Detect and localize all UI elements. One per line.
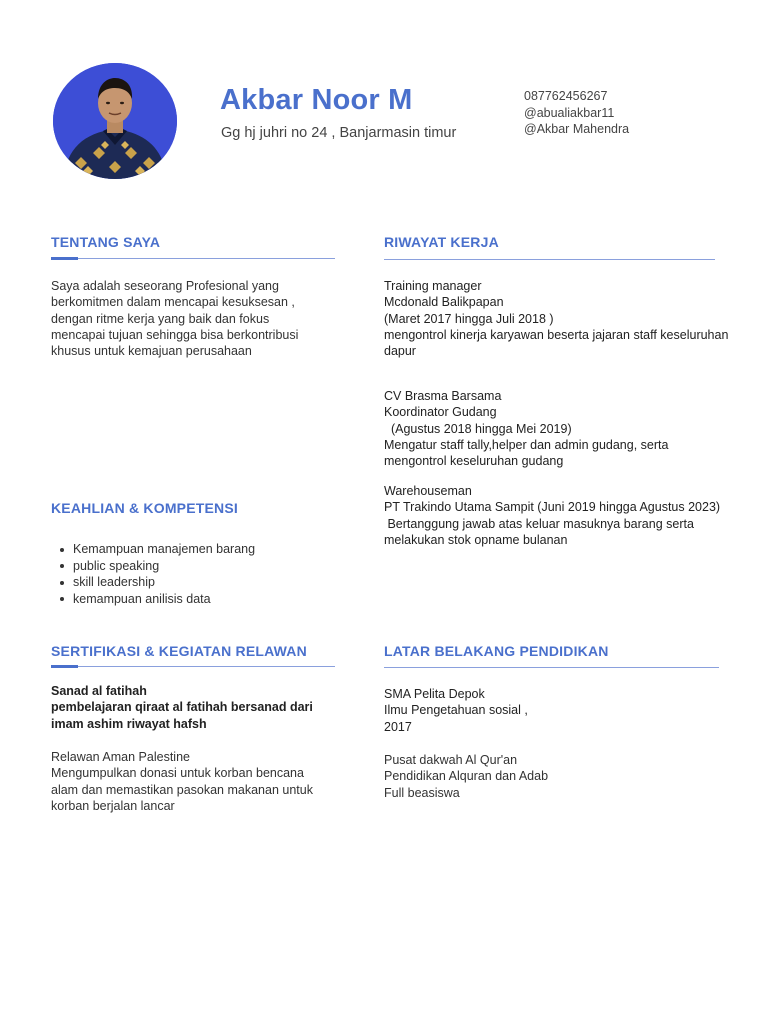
job-description: mengontrol kinerja karyawan beserta jajaran staff keseluruhan <box>384 327 729 342</box>
skill-item: public speaking <box>51 558 255 575</box>
phone-number: 087762456267 <box>524 89 608 103</box>
contact-list <box>524 88 629 138</box>
job-description: mengontrol keseluruhan gudang <box>384 454 564 469</box>
job-title: Koordinator Gudang <box>384 405 497 420</box>
school-name: SMA Pelita Depok <box>384 687 485 701</box>
education-entry <box>384 686 528 735</box>
skill-item: skill leadership <box>51 574 255 591</box>
section-divider <box>51 666 335 667</box>
job-title: Warehouseman <box>384 484 472 498</box>
school-major: Ilmu Pengetahuan sosial , <box>384 703 528 718</box>
school-year: 2017 <box>384 719 412 734</box>
about-line: khusus untuk kemajuan perusahaan <box>51 344 252 359</box>
section-divider <box>384 667 719 668</box>
section-title-certifications: SERTIFIKASI & KEGIATAN RELAWAN <box>51 643 307 659</box>
cert-description: imam ashim riwayat hafsh <box>51 716 207 731</box>
skill-item: kemampuan anilisis data <box>51 591 255 608</box>
volunteer-entry <box>51 749 313 814</box>
volunteer-title: Relawan Aman Palestine <box>51 750 190 764</box>
about-line: mencapai tujuan sehingga bisa berkontribusi <box>51 327 299 342</box>
volunteer-description: alam dan memastikan pasokan makanan untuk <box>51 782 313 797</box>
job-description: Bertanggung jawab atas keluar masuknya barang serta <box>384 516 694 531</box>
skill-item: Kemampuan manajemen barang <box>51 541 255 558</box>
section-divider-accent <box>51 257 78 260</box>
school-program: Pendidikan Alquran dan Adab <box>384 769 549 784</box>
profile-photo <box>53 63 177 179</box>
volunteer-description: korban berjalan lancar <box>51 798 175 813</box>
job-entry <box>384 388 668 469</box>
cert-entry <box>51 683 313 732</box>
about-line: Saya adalah seseorang Profesional yang <box>51 279 279 293</box>
school-name: Pusat dakwah Al Qur'an <box>384 753 518 767</box>
social-handle: @abualiakbar11 <box>524 105 615 120</box>
about-line: dengan ritme kerja yang baik dan fokus <box>51 311 270 326</box>
job-description: Mengatur staff tally,helper dan admin gudang, serta <box>384 437 669 452</box>
section-title-skills: KEAHLIAN & KOMPETENSI <box>51 500 238 516</box>
job-description: dapur <box>384 344 416 359</box>
volunteer-description: Mengumpulkan donasi untuk korban bencana <box>51 766 304 781</box>
education-entry <box>384 752 548 801</box>
section-divider <box>384 259 715 260</box>
person-address: Gg hj juhri no 24 , Banjarmasin timur <box>221 125 457 141</box>
social-handle: @Akbar Mahendra <box>524 122 630 136</box>
about-text <box>51 278 298 359</box>
job-period: (Maret 2017 hingga Juli 2018 ) <box>384 311 554 326</box>
cert-description: pembelajaran qiraat al fatihah bersanad dari <box>51 700 313 715</box>
job-company: PT Trakindo Utama Sampit (Juni 2019 hingga Agustus 2023) <box>384 500 721 515</box>
person-name: Akbar Noor M <box>220 84 413 116</box>
section-title-work: RIWAYAT KERJA <box>384 234 499 250</box>
section-divider <box>51 258 335 259</box>
job-title: Training manager <box>384 279 482 293</box>
job-period: (Agustus 2018 hingga Mei 2019) <box>384 421 572 436</box>
section-divider-accent <box>51 665 78 668</box>
job-entry <box>384 278 728 359</box>
person-photo-icon <box>53 63 177 179</box>
section-title-education: LATAR BELAKANG PENDIDIKAN <box>384 643 609 659</box>
skills-list <box>51 541 255 607</box>
about-line: berkomitmen dalam mencapai kesuksesan , <box>51 295 295 310</box>
job-company: CV Brasma Barsama <box>384 389 502 403</box>
cert-title: Sanad al fatihah <box>51 684 147 698</box>
section-title-about: TENTANG SAYA <box>51 234 161 250</box>
school-scholarship: Full beasiswa <box>384 785 460 800</box>
job-company: Mcdonald Balikpapan <box>384 295 504 310</box>
job-entry <box>384 483 720 548</box>
job-description: melakukan stok opname bulanan <box>384 532 568 547</box>
